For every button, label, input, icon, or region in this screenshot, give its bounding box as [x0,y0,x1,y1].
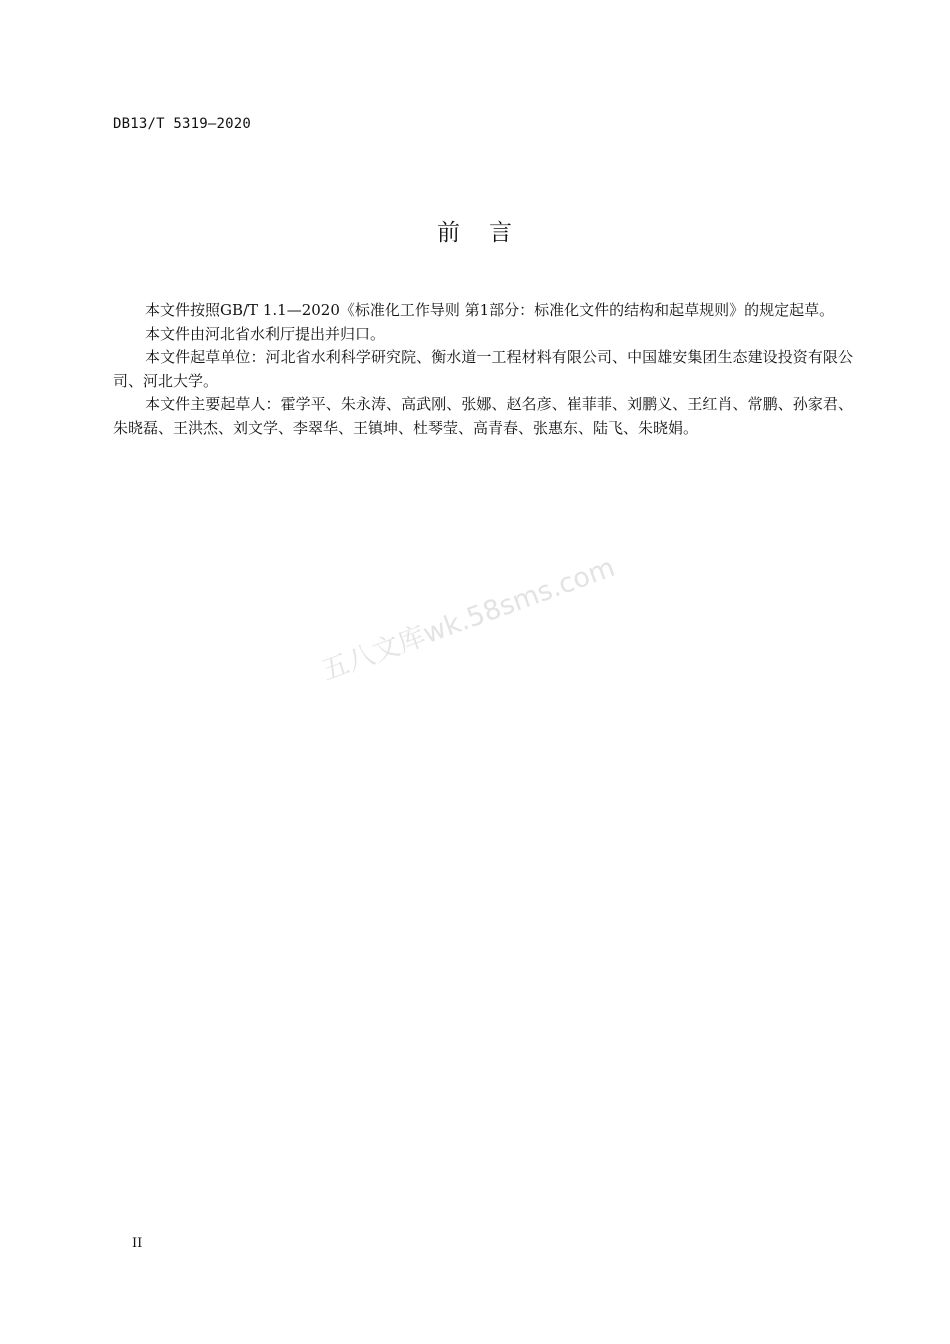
paragraph-drafting-units: 本文件起草单位：河北省水利科学研究院、衡水道一工程材料有限公司、中国雄安集团生态建设投资有限公司、河北大学。 [113,348,853,390]
watermark: 五八文库wk.58sms.com [317,551,620,687]
paragraph-drafting-rule: 本文件按照GB/T 1.1—2020《标准化工作导则 第1部分：标准化文件的结构和起草规则》的规定起草。 [145,301,835,319]
page-title [0,214,950,247]
foreword-body [113,299,853,440]
page-number: II [132,1236,143,1251]
standard-number: DB13/T 5319—2020 [113,116,252,132]
paragraph-proposer: 本文件由河北省水利厅提出并归口。 [145,324,386,343]
paragraph-drafters: 本文件主要起草人：霍学平、朱永涛、高武刚、张娜、赵名彦、崔菲菲、刘鹏义、王红肖、常鹏、孙家君、朱晓磊、王洪杰、刘文学、李翠华、王镇坤、杜琴莹、高青春、张惠东、陆飞、朱晓娟。 [113,395,853,437]
title-char-2: 言 [489,220,513,246]
title-char-1: 前 [437,220,461,246]
